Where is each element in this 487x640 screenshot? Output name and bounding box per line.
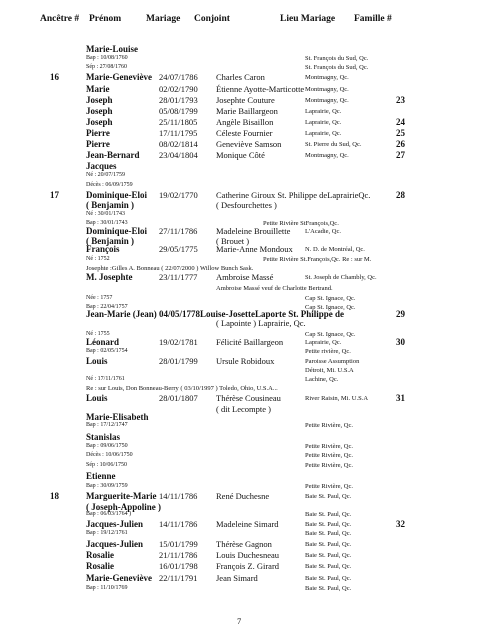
marriage-date: 27/11/1786: [159, 226, 198, 236]
entry-row: [0, 318, 487, 329]
marriage-place: Petite Rivière, Qc.: [305, 462, 354, 469]
spouse-name: Jean Simard: [216, 573, 258, 583]
spouse-name: ( dit Lecompte ): [216, 404, 271, 414]
spouse-name: Ursule Robidoux: [216, 356, 275, 366]
entry-row: [0, 561, 487, 572]
marriage-place: River Raisin, Mi. U.S.A: [305, 395, 369, 402]
marriage-date: 19/02/1781: [159, 337, 198, 347]
ancestor-number: 16: [50, 72, 59, 82]
vital-record: Sép : 27/08/1760: [86, 64, 128, 70]
given-name: Léonard: [86, 337, 120, 347]
given-name: Stanislas: [86, 432, 121, 442]
entry-row: [0, 528, 487, 539]
marriage-date: 02/02/1790: [159, 84, 198, 94]
given-name: Rosalie: [86, 550, 114, 560]
given-name: Joseph: [86, 95, 113, 105]
header-conjoint: Conjoint: [194, 14, 230, 24]
marriage-place: Laprairie, Qc.: [305, 339, 342, 346]
spouse-name: François Z. Girard: [216, 561, 280, 571]
marriage-date: 25/11/1805: [159, 117, 198, 127]
given-name: Pierre: [86, 139, 110, 149]
marriage-place: L'Acadie, Qc.: [305, 228, 342, 235]
entry-row: [0, 95, 487, 106]
family-number: 24: [396, 117, 405, 127]
spouse-name: Madeleine Simard: [216, 519, 279, 529]
marriage-place: Montmagny, Qc.: [305, 74, 349, 81]
entry-row: [0, 539, 487, 550]
entry-row: [0, 84, 487, 95]
marriage-place: Baie St. Paul, Qc.: [305, 585, 352, 592]
marriage-place: Petite Rivière, Qc.: [305, 443, 354, 450]
header-ancetre: Ancêtre #: [40, 14, 80, 24]
spouse-name: Thérèse Cousineau: [216, 393, 281, 403]
vital-record: Né : 1752: [86, 256, 110, 262]
marriage-place: Baie St. Paul, Qc.: [305, 511, 352, 518]
given-name: Marie-Louise: [86, 44, 138, 54]
vital-record: Bap : 11/10/1769: [86, 585, 128, 591]
marriage-date: 24/07/1786: [159, 72, 198, 82]
marriage-date: 21/11/1786: [159, 550, 198, 560]
marriage-place: Cap St. Ignace, Qc.: [305, 331, 356, 338]
family-number: 27: [396, 150, 405, 160]
given-name: Jean-Bernard: [86, 150, 140, 160]
vital-record: Bap : 19/12/1761: [86, 530, 128, 536]
vital-record: Né : 30/01/1743: [86, 211, 125, 217]
marriage-date: 15/01/1799: [159, 539, 198, 549]
spouse-name: Ambroise Massé: [216, 272, 274, 282]
marriage-place: Baie St. Paul, Qc.: [305, 493, 352, 500]
given-name: Jacques-Julien: [86, 519, 144, 529]
marriage-place: Laprairie, Qc.: [305, 130, 342, 137]
header-famille: Famille #: [354, 14, 392, 24]
family-number: 31: [396, 393, 405, 403]
entry-row: [0, 460, 487, 471]
marriage-date: 17/11/1795: [159, 128, 198, 138]
marriage-place: Baie St. Paul, Qc.: [305, 575, 352, 582]
spouse-name: Madeleine Brouillette: [216, 226, 291, 236]
entry-row: [0, 393, 487, 404]
vital-record: Né : 1755: [86, 331, 110, 337]
note-text: Petite Rivière St.François,Qc. Re : sur M.: [263, 256, 372, 263]
header-lieu-mariage: Lieu Mariage: [280, 14, 336, 24]
entry-row: [0, 106, 487, 117]
marriage-place: Baie St. Paul, Qc.: [305, 530, 352, 537]
entry-row: [0, 420, 487, 431]
spouse-name: Catherine Giroux St. Philippe deLaprairieQc.: [216, 190, 371, 200]
family-number: 32: [396, 519, 405, 529]
marriage-date: 28/01/1793: [159, 95, 198, 105]
marriage-place: St. François du Sud, Qc.: [305, 55, 369, 62]
entry-row: [0, 583, 487, 594]
vital-record: Décès : 10/06/1750: [86, 452, 133, 458]
family-number: 23: [396, 95, 405, 105]
marriage-place: Baie St. Paul, Qc.: [305, 541, 352, 548]
given-name: Dominique-Eloi: [86, 190, 148, 200]
note-text: Josephte :Gilles A. Bonneau ( 22/07/2000 ) Willow Bunch Sask.: [86, 265, 254, 272]
spouse-name: ( Brouet ): [216, 236, 250, 246]
ancestor-number: 17: [50, 190, 59, 200]
marriage-date: 16/01/1798: [159, 561, 198, 571]
spouse-name: René Duchesne: [216, 491, 270, 501]
marriage-date: 23/04/1804: [159, 150, 198, 160]
vital-record: Né : 17/11/1761: [86, 376, 125, 382]
vital-record: Décès : 06/09/1759: [86, 182, 133, 188]
family-number: 30: [396, 337, 405, 347]
spouse-name: Angèle Bisaillon: [216, 117, 274, 127]
given-name: Jacques-Julien: [86, 539, 144, 549]
marriage-place: Petite Rivière, Qc.: [305, 422, 354, 429]
vital-record: Bap : 06/03/1764 ): [86, 511, 132, 517]
marriage-place: Montmagny, Qc.: [305, 86, 349, 93]
given-name: ( Benjamin ): [86, 200, 134, 210]
header-prenom: Prénom: [89, 14, 122, 24]
vital-record: Bap : 17/12/1747: [86, 422, 128, 428]
marriage-date: 29/05/1775: [159, 244, 198, 254]
given-name: Etienne: [86, 471, 116, 481]
marriage-place: Baie St. Paul, Qc.: [305, 552, 352, 559]
spouse-name: Josephte Couture: [216, 95, 275, 105]
given-name: Pierre: [86, 128, 110, 138]
note-text: Petite Rivière StFrançois,Qc.: [263, 220, 339, 227]
entry-row: [0, 72, 487, 83]
entry-row: [0, 128, 487, 139]
family-number: 26: [396, 139, 405, 149]
given-name: Marie-Geneviève: [86, 72, 152, 82]
marriage-place: Lachine, Qc.: [305, 376, 339, 383]
marriage-place: Petite rivière, Qc.: [305, 348, 351, 355]
marriage-place: St. Pierre du Sud, Qc.: [305, 141, 362, 148]
marriage-date: 08/02/1814: [159, 139, 198, 149]
given-name: Joseph: [86, 117, 113, 127]
given-name: Dominique-Eloi: [86, 226, 148, 236]
given-name: Marguerite-Marie: [86, 491, 157, 501]
marriage-place: Montmagny, Qc.: [305, 152, 349, 159]
vital-record: Bap : 10/08/1760: [86, 55, 128, 61]
family-number: 25: [396, 128, 405, 138]
marriage-place: N. D. de Montréal, Qc.: [305, 246, 365, 253]
given-name: M. Josephte: [86, 272, 133, 282]
vital-record: Bap : 30/01/1743: [86, 220, 128, 226]
marriage-place: Baie St. Paul, Qc.: [305, 521, 352, 528]
spouse-name: ( Desfourchettes ): [216, 200, 277, 210]
given-name: Louis: [86, 356, 108, 366]
given-name: Marie-Elisabeth: [86, 412, 149, 422]
vital-record: Née : 1757: [86, 295, 113, 301]
marriage-date: 28/01/1799: [159, 356, 198, 366]
entry-row: [0, 491, 487, 502]
marriage-place: Cap St. Ignace, Qc.: [305, 295, 356, 302]
vital-record: Né : 20/07/1759: [86, 172, 125, 178]
entry-row: [0, 150, 487, 161]
vital-record: Sép : 10/06/1750: [86, 462, 128, 468]
given-name: Marie: [86, 84, 110, 94]
given-name: Joseph: [86, 106, 113, 116]
given-name: Jacques: [86, 161, 117, 171]
marriage-date: 05/08/1799: [159, 106, 198, 116]
marriage-place: Petite Rivière, Qc.: [305, 483, 354, 490]
marriage-place: Paroisse Assumption: [305, 358, 360, 365]
marriage-place: Montmagny, Qc.: [305, 97, 349, 104]
marriage-date: 28/01/1807: [159, 393, 198, 403]
spouse-name: Thérèse Gagnon: [216, 539, 272, 549]
vital-record: Bap : 22/04/1757: [86, 304, 128, 310]
vital-record: Bap : 09/06/1750: [86, 443, 128, 449]
spouse-name: Céleste Fournier: [216, 128, 273, 138]
marriage-place: Petite Rivière, Qc.: [305, 452, 354, 459]
spouse-name: Geneviève Samson: [216, 139, 282, 149]
entry-row: [0, 550, 487, 561]
vital-record: Bap : 30/09/1759: [86, 483, 128, 489]
vital-record: Bap : 02/05/1754: [86, 348, 128, 354]
spouse-name: Marie Baillargeon: [216, 106, 278, 116]
page-number: 7: [237, 616, 242, 626]
spouse-name: Louis Duchesneau: [216, 550, 280, 560]
marriage-place: St. François du Sud, Qc.: [305, 64, 369, 71]
given-name: Jean-Marie (Jean) 04/05/1778Louise-JosetteLaporte St. Philippe de: [86, 309, 344, 319]
entry-row: [0, 139, 487, 150]
given-name: Louis: [86, 393, 108, 403]
ancestor-number: 18: [50, 491, 59, 501]
marriage-place: Détroit, Mi. U.S.A: [305, 367, 354, 374]
marriage-place: Laprairie, Qc.: [305, 108, 342, 115]
note-text: Re : sur Louis, Don Bonneau-Berry ( 03/10/1997 ) Toledo, Ohio, U.S.A...: [86, 385, 278, 392]
marriage-date: 22/11/1791: [159, 573, 198, 583]
marriage-place: Laprairie, Qc.: [305, 119, 342, 126]
spouse-name: Étienne Ayotte-Marticotte: [216, 84, 305, 94]
given-name: ( Benjamin ): [86, 236, 134, 246]
given-name: François: [86, 244, 120, 254]
marriage-date: 14/11/1786: [159, 519, 198, 529]
spouse-note: Ambroise Massé veuf de Charlotte Bertrand.: [216, 285, 333, 292]
spouse-name: Marie-Anne Mondoux: [216, 244, 293, 254]
marriage-date: 14/11/1786: [159, 491, 198, 501]
spouse-name: ( Lapointe ) Laprairie, Qc.: [216, 318, 306, 328]
marriage-date: 19/02/1770: [159, 190, 198, 200]
given-name: Rosalie: [86, 561, 114, 571]
entry-row: [0, 272, 487, 283]
marriage-place: St. Joseph de Chambly, Qc.: [305, 274, 377, 281]
spouse-name: Monique Côté: [216, 150, 265, 160]
header-mariage: Mariage: [146, 14, 181, 24]
marriage-place: Baie St. Paul, Qc.: [305, 563, 352, 570]
marriage-date: 23/11/1777: [159, 272, 198, 282]
spouse-name: Charles Caron: [216, 72, 265, 82]
family-number: 28: [396, 190, 405, 200]
given-name: ( Joseph-Appoline ): [86, 502, 162, 512]
entry-row: [0, 117, 487, 128]
given-name: Marie-Geneviève: [86, 573, 152, 583]
spouse-name: Félicité Baillargeon: [216, 337, 284, 347]
family-number: 29: [396, 309, 405, 319]
marriage-place: Cap St. Ignace, Qc.: [305, 304, 356, 311]
